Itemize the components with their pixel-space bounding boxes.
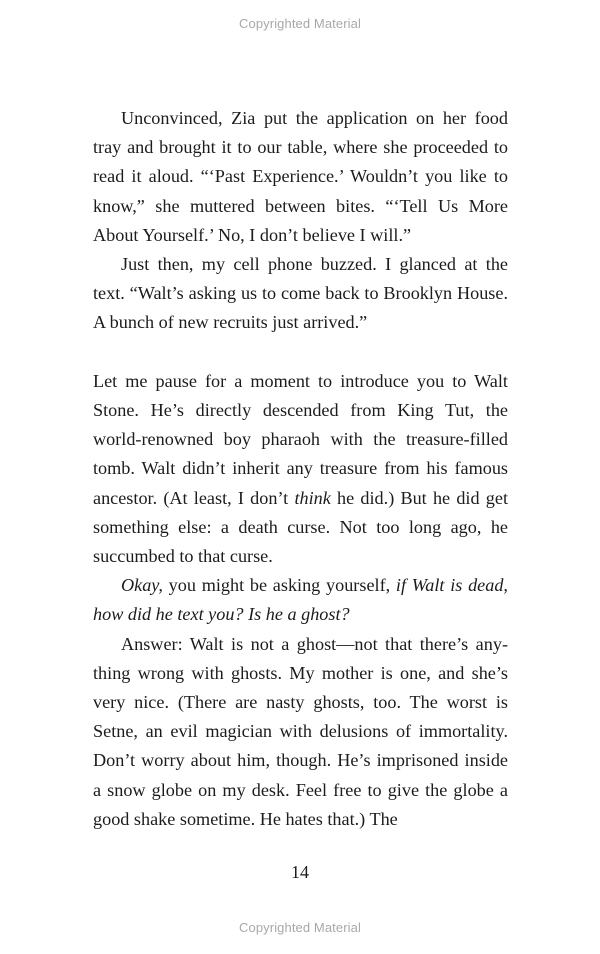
paragraph-4-text: you might be asking yourself, xyxy=(162,575,396,596)
paragraph-3-text-b: he did.) But he did get something else: a death curse. Not too long ago, he succumbed to that curse. xyxy=(93,487,508,567)
paragraph-4-emphasis-2: if Walt is dead, how did he text you? Is he a ghost? xyxy=(93,575,508,625)
paragraph-4 xyxy=(93,571,508,629)
copyright-watermark-top: Copyrighted Material xyxy=(239,16,361,31)
copyright-watermark-bottom: Copyrighted Material xyxy=(239,920,361,935)
page-body xyxy=(93,104,508,834)
paragraph-5: Answer: Walt is not a ghost—not that there’s anything wrong with ghosts. My mother is one, and she’s very nice. (There are nasty ghosts, too. The worst is Setne, an evil magician with delusions of immortality. Don’t worry about him, though. He’s imprisoned inside a snow globe on my desk. Feel free to give the globe a good shake sometime. He hates that.) The xyxy=(93,633,508,829)
paragraph-1: Unconvinced, Zia put the application on her food tray and brought it to our table, where she proceeded to read it aloud. “‘Past Experience.’ Wouldn’t you like to know,” she muttered between bites. “‘Tell Us More About Yourself.’ No, I don’t believe I will.” xyxy=(93,108,508,245)
paragraph-3-text-a: Let me pause for a moment to introduce you to Walt Stone. He’s directly descended from King Tut, the world-renowned boy pharaoh with the treasure-filled tomb. Walt didn’t inherit any treasure from his famous ancestor. (At least, I don’t xyxy=(93,370,508,508)
paragraph-3-emphasis: think xyxy=(294,487,331,508)
paragraph-2: Just then, my cell phone buzzed. I glanced at the text. “Walt’s asking us to come back to Brooklyn House. A bunch of new recruits just arrived.” xyxy=(93,254,508,333)
paragraph-3 xyxy=(93,367,508,571)
page-number: 14 xyxy=(291,862,309,882)
paragraph-4-emphasis-1: Okay, xyxy=(121,575,163,596)
